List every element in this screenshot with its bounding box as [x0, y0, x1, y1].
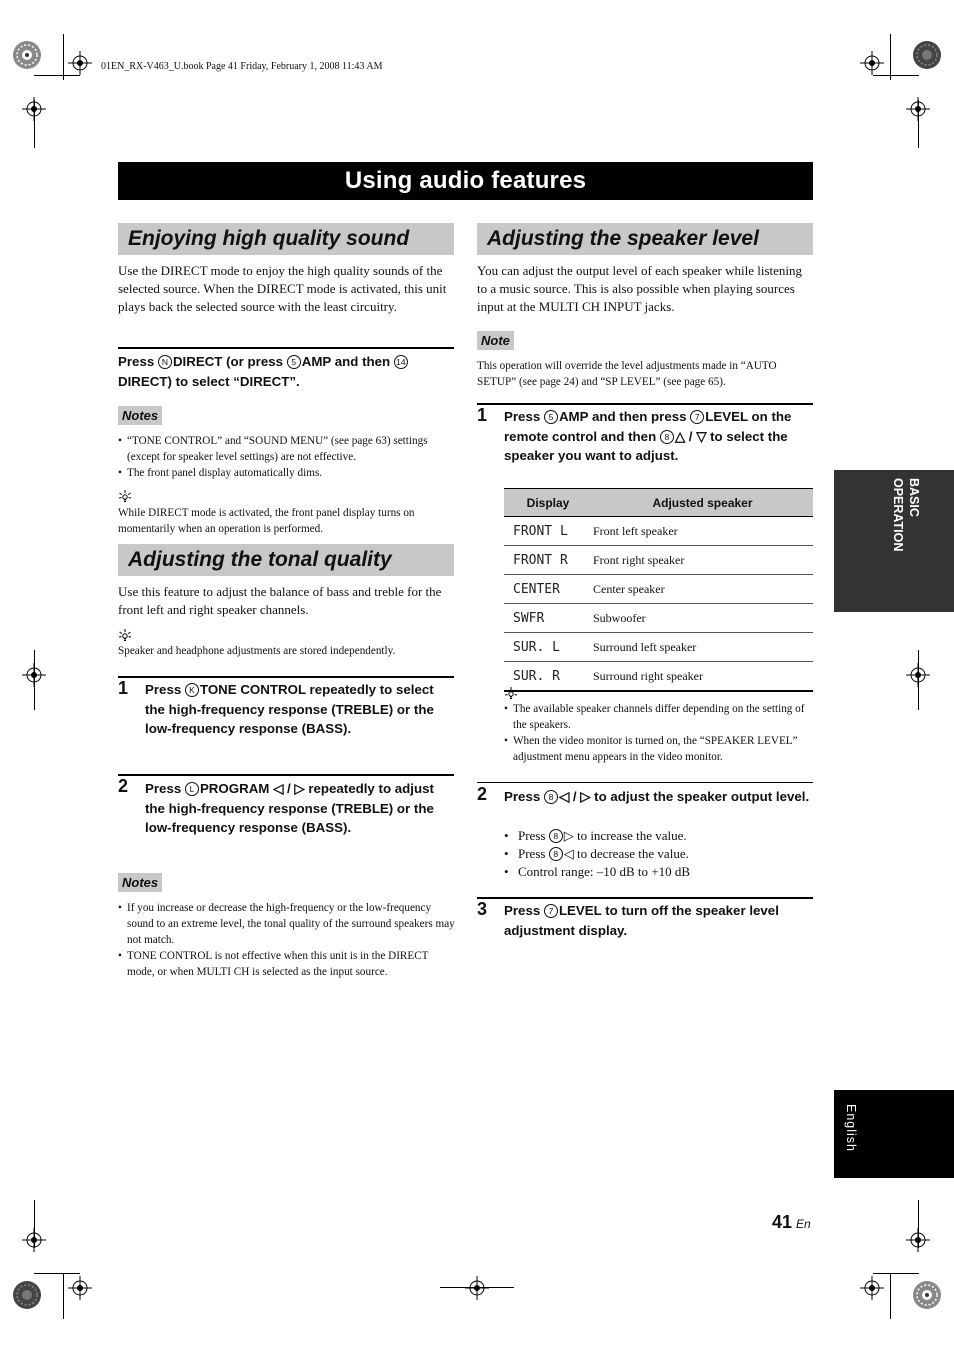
display-cell: FRONT L [504, 517, 592, 546]
side-tab-label: BASIC OPERATION [891, 478, 921, 552]
page-number: 41 En [772, 1212, 811, 1232]
step-number: 2 [477, 784, 488, 804]
column-header-speaker: Adjusted speaker [592, 489, 813, 517]
table-row [504, 604, 813, 633]
speaker-cell: Front left speaker [592, 517, 813, 546]
note-label: Note [477, 331, 514, 350]
tonal-step-2: Press L PROGRAM ◁ / ▷ repeatedly to adjust the high-frequency response (TREBLE) or the low-frequency response (BASS). [145, 781, 434, 835]
divider [477, 782, 813, 783]
crop-mark [34, 75, 80, 76]
display-cell: CENTER [504, 575, 592, 604]
registration-mark-icon [465, 1276, 489, 1300]
remote-key-icon: K [185, 683, 199, 697]
display-cell: SWFR [504, 604, 592, 633]
speaker-cell: Surround right speaker [592, 662, 813, 692]
side-tab-label: English [844, 1104, 858, 1152]
side-tab-basic-operation [834, 470, 954, 612]
remote-key-icon: 7 [690, 410, 704, 424]
remote-key-icon: 14 [394, 355, 408, 369]
crop-mark [873, 75, 919, 76]
rosette-mark-icon [912, 1280, 942, 1310]
tip-icon [118, 628, 132, 642]
rosette-mark-icon [912, 40, 942, 70]
speaker-cell: Front right speaker [592, 546, 813, 575]
table-row [504, 546, 813, 575]
step-number: 2 [118, 776, 129, 796]
remote-key-icon: N [158, 355, 172, 369]
step-number: 1 [118, 678, 129, 698]
bullet-item: • Press 8 ◁ to decrease the value. [504, 845, 813, 863]
remote-key-icon: 8 [660, 430, 674, 444]
crop-mark [34, 1273, 80, 1274]
registration-mark-icon [68, 51, 92, 75]
note-text: This operation will override the level adjustments made in “AUTO SETUP” (see page 24) and “SP LEVEL” (see page 65). [477, 360, 777, 388]
table-row [504, 662, 813, 692]
divider [477, 403, 813, 405]
section-heading-high-quality: Enjoying high quality sound [118, 223, 454, 255]
notes-label: Notes [118, 406, 162, 425]
speaker-step-2: Press 8 ◁ / ▷ to adjust the speaker output level. [504, 789, 810, 804]
note-item: • TONE CONTROL is not effective when this unit is in the DIRECT mode, or when MULTI CH is selected as the input source. [118, 948, 456, 980]
page-title: Using audio features [118, 162, 813, 200]
divider [118, 676, 454, 678]
remote-key-icon: 8 [549, 847, 563, 861]
display-cell: SUR. R [504, 662, 592, 692]
divider [477, 897, 813, 899]
remote-key-icon: 5 [287, 355, 301, 369]
print-header: 01EN_RX-V463_U.book Page 41 Friday, February 1, 2008 11:43 AM [101, 61, 383, 72]
table-row [504, 517, 813, 546]
tip-text: While DIRECT mode is activated, the front panel display turns on momentarily when an operation is performed. [118, 507, 415, 535]
tip-item: • When the video monitor is turned on, the “SPEAKER LEVEL” adjustment menu appears in the video monitor. [504, 733, 813, 765]
step-number: 1 [477, 405, 488, 425]
remote-key-icon: 8 [544, 790, 558, 804]
remote-key-icon: 5 [544, 410, 558, 424]
column-header-display: Display [504, 489, 592, 517]
registration-mark-icon [22, 1228, 46, 1252]
tip-item: • The available speaker channels differ depending on the setting of the speakers. [504, 701, 813, 733]
notes-label: Notes [118, 873, 162, 892]
bullet-item: • Control range: –10 dB to +10 dB [504, 863, 813, 881]
remote-key-icon: L [185, 782, 199, 796]
crop-mark [890, 1273, 891, 1319]
table-row [504, 575, 813, 604]
note-item: • If you increase or decrease the high-frequency or the low-frequency sound to an extreme level, the tonal quality of the surround speakers may not match. [118, 900, 456, 948]
registration-mark-icon [22, 663, 46, 687]
rosette-mark-icon [12, 1280, 42, 1310]
tip-icon [118, 489, 132, 503]
step2-bullets [504, 827, 813, 881]
remote-key-icon: 8 [549, 829, 563, 843]
crop-mark [873, 1273, 919, 1274]
registration-mark-icon [860, 1276, 884, 1300]
note-item: • “TONE CONTROL” and “SOUND MENU” (see page 63) settings (except for speaker level settings) are not effective. [118, 433, 454, 465]
speaker-cell: Surround left speaker [592, 633, 813, 662]
instruction-direct: Press N DIRECT (or press 5 AMP and then 14DIRECT) to select “DIRECT”. [118, 352, 454, 391]
speaker-step-3: Press 7 LEVEL to turn off the speaker level adjustment display. [504, 903, 779, 938]
display-cell: SUR. L [504, 633, 592, 662]
tonal-step-1: Press K TONE CONTROL repeatedly to select the high-frequency response (TREBLE) or the low-frequency response (BASS). [145, 682, 434, 736]
table-header-row [504, 489, 813, 517]
registration-mark-icon [68, 1276, 92, 1300]
section-heading-speaker-level: Adjusting the speaker level [477, 223, 813, 255]
divider [118, 774, 454, 776]
speaker-step-1: Press 5 AMP and then press 7 LEVEL on the remote control and then 8 △ / ▽ to select the speaker you want to adjust. [504, 409, 792, 463]
crop-mark [890, 34, 891, 80]
section-heading-tonal: Adjusting the tonal quality [118, 544, 454, 576]
side-tab-english [834, 1090, 954, 1178]
intro-tonal: Use this feature to adjust the balance of bass and treble for the front left and right speaker channels. [118, 584, 442, 617]
display-cell: FRONT R [504, 546, 592, 575]
crop-mark [63, 34, 64, 80]
bullet-item: • Press 8 ▷ to increase the value. [504, 827, 813, 845]
step-number: 3 [477, 899, 488, 919]
notes-list [118, 433, 454, 481]
registration-mark-icon [22, 97, 46, 121]
note-item: • The front panel display automatically dims. [118, 465, 454, 481]
registration-mark-icon [906, 1228, 930, 1252]
intro-direct: Use the DIRECT mode to enjoy the high quality sounds of the selected source. When the DIRECT mode is activated, this unit plays back the selected source with the least circuitry. [118, 263, 447, 314]
speaker-table [504, 488, 813, 692]
notes-list [118, 900, 456, 980]
tip-text: Speaker and headphone adjustments are stored independently. [118, 645, 396, 657]
speaker-cell: Center speaker [592, 575, 813, 604]
tip-icon [504, 686, 518, 700]
registration-mark-icon [906, 663, 930, 687]
crop-mark [63, 1273, 64, 1319]
registration-mark-icon [860, 51, 884, 75]
speaker-cell: Subwoofer [592, 604, 813, 633]
divider [118, 347, 454, 349]
registration-mark-icon [906, 97, 930, 121]
table-row [504, 633, 813, 662]
rosette-mark-icon [12, 40, 42, 70]
remote-key-icon: 7 [544, 904, 558, 918]
intro-speaker: You can adjust the output level of each speaker while listening to a music source. This is also possible when playing sources input at the MULTI CH INPUT jacks. [477, 263, 803, 314]
tips-list [504, 701, 813, 765]
